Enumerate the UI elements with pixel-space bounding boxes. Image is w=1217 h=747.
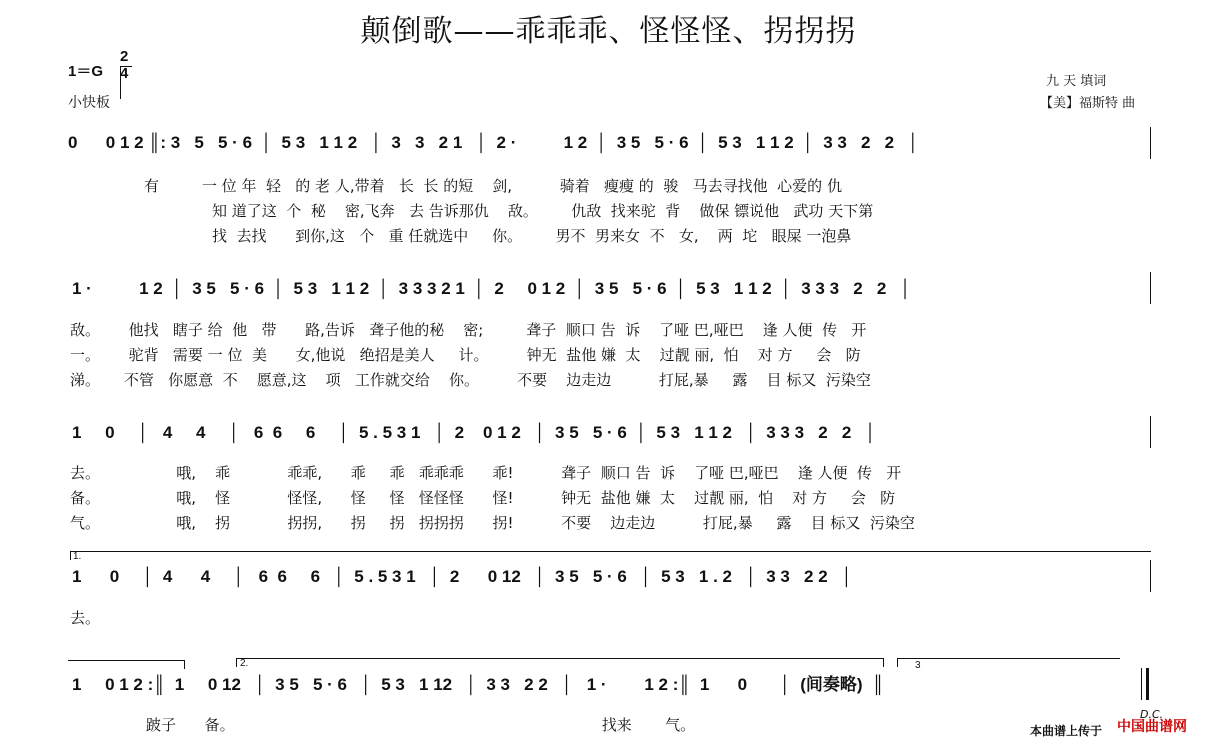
- lyric-5-1: 跛子 备。 找来 气。: [146, 716, 696, 734]
- lyric-2-2: 一。 驼背 需要 一 位 美 女,他说 绝招是美人 计。 钟无 盐他 嫌 太 过靓 丽, 怕 对 方 会 防: [70, 346, 861, 364]
- lyric-1-3: 找 去找 到你,这 个 重 任就选中 你。 男不 男来女 不 女, 两 坨 眼屎 一泡鼻: [212, 227, 852, 245]
- key-signature: 1＝G: [68, 63, 104, 80]
- lyricist-credit: 九 天 填词: [1046, 74, 1107, 89]
- lyric-2-1: 敌。 他找 瞎子 给 他 带 路,告诉 聋子他的秘 密; 聋子 顺口 告 诉 了哑 巴,哑巴 逢 人便 传 开: [70, 321, 867, 339]
- music-line-4: 1 0 │ 4 4 │ 6 6 6 │ 5 . 5 3 1 │ 2 0 12 │ 3 5 5 · 6 │ 5 3 1 . 2 │ 3 3 2 2 │: [72, 567, 853, 586]
- fraction-line: [120, 66, 132, 99]
- volta-bracket-1: [70, 551, 1151, 560]
- final-barline-thin: [1141, 668, 1142, 700]
- volta-number-3: 3: [915, 660, 921, 671]
- footer-text: 本曲谱上传于: [1030, 724, 1103, 738]
- lyric-1-1: 有 一 位 年 轻 的 老 人,带着 长 长 的短 剑, 骑着 瘦瘦 的 骏 马去寻找他 心爱的 仇: [144, 177, 842, 195]
- volta-bracket-3: [897, 658, 1120, 667]
- music-line-2: 1 · 1 2 │ 3 5 5 · 6 │ 5 3 1 1 2 │ 3 3 3 2 1 │ 2 0 1 2 │ 3 5 5 · 6 │ 5 3 1 1 2 │ 3 3 3 2 2 │: [72, 279, 912, 298]
- tempo-marking: 小快板: [68, 95, 110, 111]
- site-logo: 中国曲谱网: [1117, 719, 1187, 735]
- song-title: 颠倒歌——乖乖乖、怪怪怪、拐拐拐: [360, 14, 857, 49]
- volta-bracket-2: [236, 658, 884, 667]
- volta-bracket-top: [68, 660, 185, 669]
- lyric-3-2: 备。 哦, 怪 怪怪, 怪 怪 怪怪怪 怪! 钟无 盐他 嫌 太 过靓 丽, 怕 对 方 会 防: [70, 489, 896, 507]
- barline-end-4: [1150, 560, 1151, 592]
- lyric-2-3: 涕。 不管 你愿意 不 愿意,这 项 工作就交给 你。 不要 边走边 打屁,暴 露 目 标又 污染空: [70, 371, 871, 389]
- time-signature: [120, 48, 128, 82]
- music-line-1: 0 0 1 2 ║: 3 5 5 · 6 │ 5 3 1 1 2 │ 3 3 2 1 │ 2 · 1 2 │ 3 5 5 · 6 │ 5 3 1 1 2 │ 3 3 2 2 │: [68, 133, 919, 152]
- barline-end-1: [1150, 127, 1151, 159]
- lyric-3-1: 去。 哦, 乖 乖乖, 乖 乖 乖乖乖 乖! 聋子 顺口 告 诉 了哑 巴,哑巴 逢 人便 传 开: [70, 464, 902, 482]
- time-denominator: 4: [120, 65, 129, 82]
- lyric-3-3: 气。 哦, 拐 拐拐, 拐 拐 拐拐拐 拐! 不要 边走边 打屁,暴 露 目 标又 污染空: [70, 514, 915, 532]
- volta-number-2: 2.: [240, 658, 249, 669]
- composer-credit: 【美】福斯特 曲: [1040, 96, 1136, 111]
- barline-end-3: [1150, 416, 1151, 448]
- time-numerator: 2: [120, 48, 129, 65]
- barline-end-2: [1150, 272, 1151, 304]
- music-line-5: 1 0 1 2 :║ 1 0 12 │ 3 5 5 · 6 │ 5 3 1 12 │ 3 3 2 2 │ 1 · 1 2 :║ 1 0 │ (间奏略) ║: [72, 675, 885, 694]
- dc-marking: D.C.: [1140, 708, 1164, 721]
- lyric-4-1: 去。: [70, 609, 101, 627]
- lyric-1-2: 知 道了这 个 秘 密,飞奔 去 告诉那仇 敌。 仇敌 找来驼 背 做保 镖说他 武功 天下第: [212, 202, 874, 220]
- final-barline-thick: [1146, 668, 1149, 700]
- music-line-3: 1 0 │ 4 4 │ 6 6 6 │ 5 . 5 3 1 │ 2 0 1 2 │ 3 5 5 · 6 │ 5 3 1 1 2 │ 3 3 3 2 2 │: [72, 423, 877, 442]
- volta-number-1: 1.: [73, 551, 82, 562]
